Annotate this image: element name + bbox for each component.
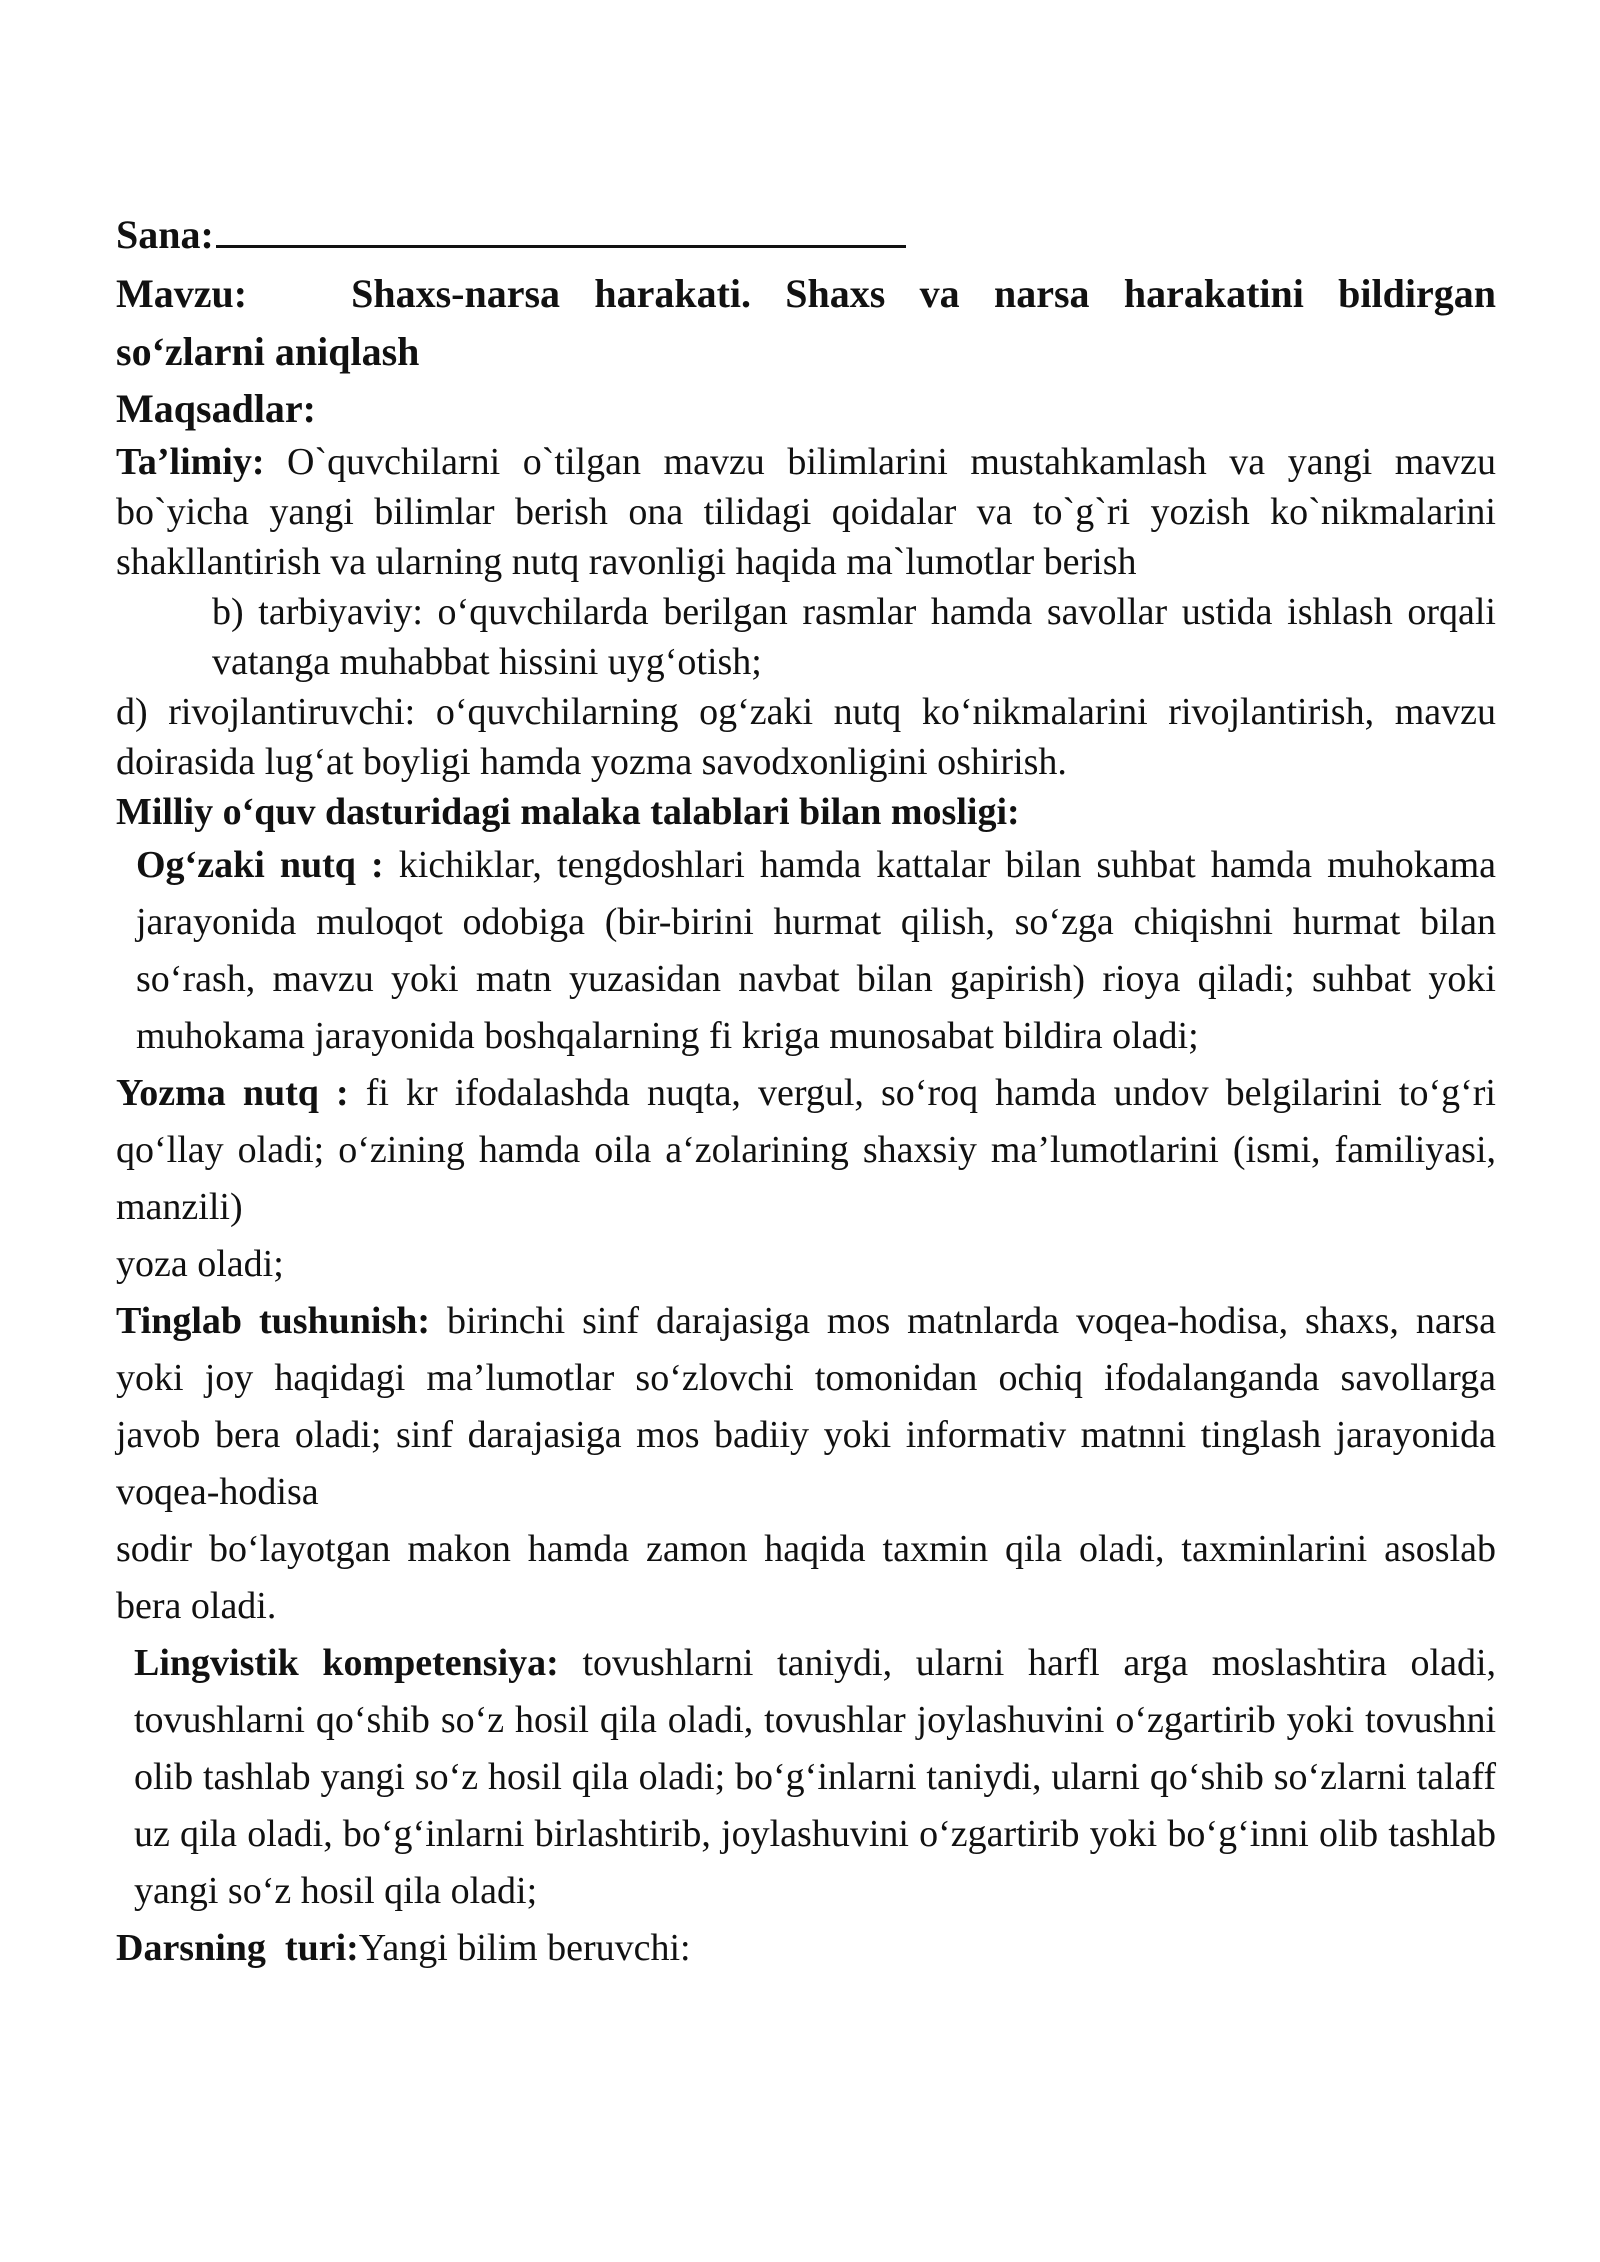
- date-line: [116, 205, 1496, 265]
- written-speech-cont: yoza oladi;: [116, 1243, 284, 1285]
- linguistic-competence-text: tovushlarni taniydi, ularni harfl arga moslashtira oladi, tovushlarni qo‘shib so‘z hosil qila oladi, tovushlar joylashuvini o‘zgartirib yoki tovushni olib tashlab yangi so‘z hosil qila oladi; bo‘g‘inlarni taniydi, ularni qo‘shib so‘zlarni talaff uz qila oladi, bo‘g‘inlarni birlashtirib, joylashuvini o‘zgartirib yoki bo‘g‘inni olib tashlab yangi so‘z hosil qila oladi;: [134, 1642, 1497, 1912]
- listening-text: birinchi sinf darajasiga mos matnlarda voqea-hodisa, shaxs, narsa yoki joy haqidagi ma’lumotlar so‘zlovchi tomonidan ochiq ifodalanganda savollarga javob bera oladi; sinf darajasiga mos badiiy yoki informativ matnni tinglash jarayonida voqea-hodisa: [116, 1300, 1497, 1513]
- listening: [116, 1293, 1496, 1521]
- oral-speech-text: kichiklar, tengdoshlari hamda kattalar bilan suhbat hamda muhokama jarayonida muloqot odobiga (bir-birini hurmat qilish, so‘zga chiqishni hurmat bilan so‘rash, mavzu yoki matn yuzasidan navbat bilan gapirish) rioya qiladi; suhbat yoki muhokama jarayonida boshqalarning fi kriga munosabat bildira oladi;: [136, 844, 1496, 1057]
- upbringing-goal: b) tarbiyaviy: o‘quvchilarda berilgan rasmlar hamda savollar ustida ishlash orqali vatanga muhabbat hissini uyg‘otish;: [212, 591, 1496, 683]
- lesson-type-label: Darsning turi:: [116, 1927, 359, 1969]
- date-label: Sana:: [116, 212, 214, 257]
- lesson-type: [116, 1920, 1496, 1977]
- document-page: [116, 205, 1496, 1977]
- goals-heading: Maqsadlar:: [116, 386, 316, 431]
- date-blank-line: [216, 205, 906, 248]
- educational-goal: [116, 437, 1496, 587]
- lesson-type-text: Yangi bilim beruvchi:: [358, 1927, 691, 1969]
- oral-speech-label: Og‘zaki nutq :: [136, 844, 384, 886]
- listening-cont: sodir bo‘layotgan makon hamda zamon haqida taxmin qila oladi, taxminlarini asoslab bera oladi.: [116, 1528, 1496, 1627]
- topic: [116, 265, 1496, 381]
- topic-label: Mavzu:: [116, 271, 248, 316]
- curriculum-heading: Milliy o‘quv dasturidagi malaka talablari bilan mosligi:: [116, 791, 1020, 833]
- developmental-goal: d) rivojlantiruvchi: o‘quvchilarning og‘zaki nutq ko‘nikmalarini rivojlantirish, mavzu doirasida lug‘at boyligi hamda yozma savodxonligini oshirish.: [116, 691, 1496, 783]
- written-speech-text: fi kr ifodalashda nuqta, vergul, so‘roq hamda undov belgilarini to‘g‘ri qo‘llay oladi; o‘zining hamda oila a‘zolarining shaxsiy ma’lumotlarini (ismi, familiyasi, manzili): [116, 1072, 1496, 1228]
- linguistic-competence-label: Lingvistik kompetensiya:: [134, 1642, 559, 1684]
- listening-label: Tinglab tushunish:: [116, 1300, 431, 1342]
- educational-goal-label: Ta’limiy:: [116, 441, 265, 483]
- educational-goal-text: O`quvchilarni o`tilgan mavzu bilimlarini mustahkamlash va yangi mavzu bo`yicha yangi bilimlar berish ona tilidagi qoidalar va to`g`ri yozish ko`nikmalarini shakllantirish va ularning nutq ravonligi haqida ma`lumotlar berish: [116, 441, 1496, 583]
- topic-text: Shaxs-narsa harakati. Shaxs va narsa harakatini bildirgan so‘zlarni aniqlash: [116, 271, 1496, 374]
- written-speech-label: Yozma nutq :: [116, 1072, 349, 1114]
- oral-speech: [116, 837, 1496, 1065]
- written-speech: [116, 1065, 1496, 1236]
- linguistic-competence: [116, 1635, 1496, 1920]
